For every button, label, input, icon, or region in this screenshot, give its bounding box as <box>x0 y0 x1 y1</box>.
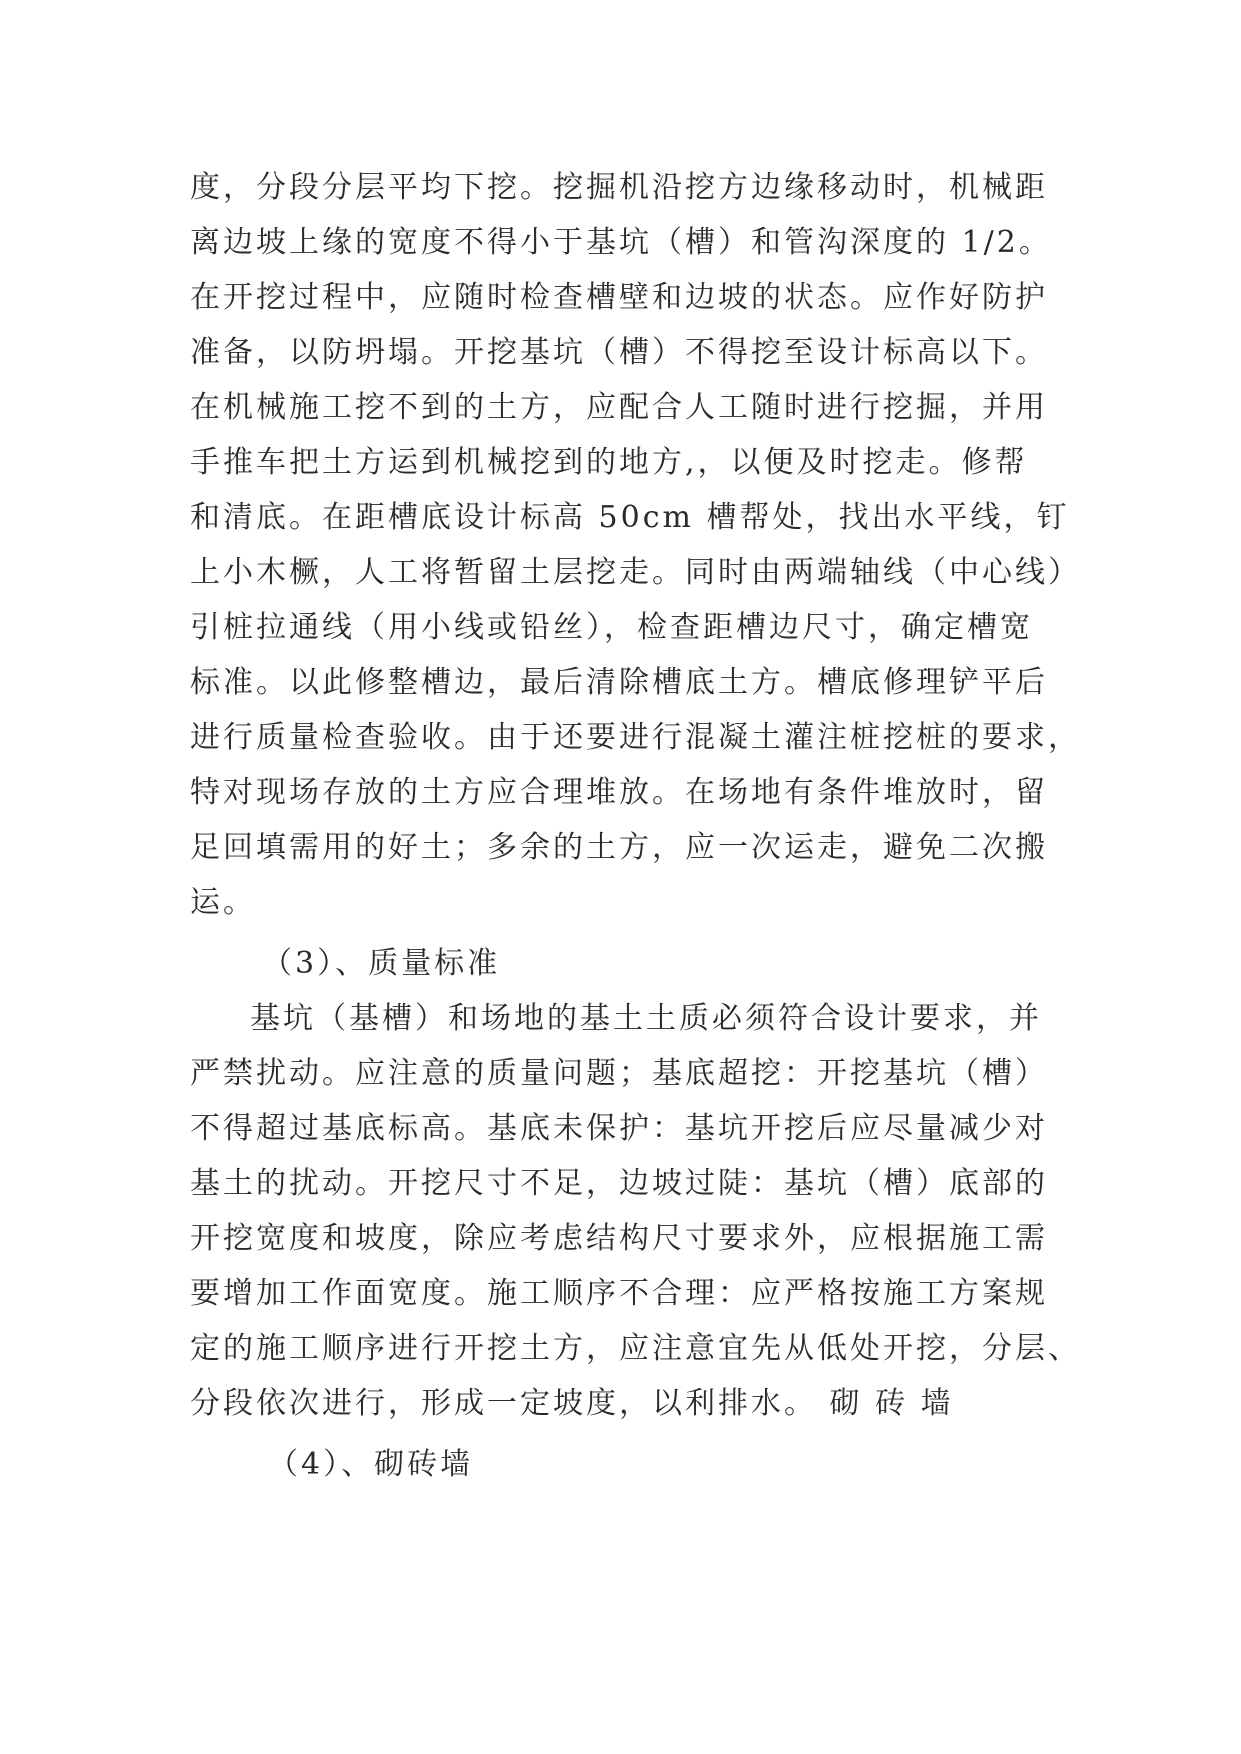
text-line: 严禁扰动。应注意的质量问题；基底超挖：开挖基坑（槽） <box>190 1056 1048 1091</box>
text-line: 足回填需用的好土；多余的土方，应一次运走，避免二次搬 <box>190 830 1048 865</box>
section-heading-brick-wall: （4）、砌砖墙 <box>268 1447 474 1482</box>
text-line: 在机械施工挖不到的土方，应配合人工随时进行挖掘，并用 <box>190 390 1048 425</box>
paragraph-quality-standard <box>190 991 1081 1431</box>
text-line: 准备，以防坍塌。开挖基坑（槽）不得挖至设计标高以下。 <box>190 335 1048 370</box>
text-line: 定的施工顺序进行开挖土方，应注意宜先从低处开挖，分层、 <box>190 1331 1081 1366</box>
text-line: 手推车把土方运到机械挖到的地方,，以便及时挖走。修帮 <box>190 445 1028 480</box>
text-line: 引桩拉通线（用小线或铅丝），检查距槽边尺寸，确定槽宽 <box>190 610 1033 645</box>
text-line: 在开挖过程中，应随时检查槽壁和边坡的状态。应作好防护 <box>190 280 1048 315</box>
text-line: 基土的扰动。开挖尺寸不足，边坡过陡：基坑（槽）底部的 <box>190 1166 1048 1201</box>
text-line: 度，分段分层平均下挖。挖掘机沿挖方边缘移动时，机械距 <box>190 170 1048 205</box>
document-body <box>190 160 1081 1492</box>
text-line: 进行质量检查验收。由于还要进行混凝土灌注桩挖桩的要求， <box>190 720 1081 755</box>
text-line: 基坑（基槽）和场地的基土土质必须符合设计要求，并 <box>250 1001 1042 1036</box>
text-line: 开挖宽度和坡度，除应考虑结构尺寸要求外，应根据施工需 <box>190 1221 1048 1256</box>
text-line: 分段依次进行，形成一定坡度，以利排水。 砌 砖 墙 <box>190 1386 954 1421</box>
text-line: 不得超过基底标高。基底未保护：基坑开挖后应尽量减少对 <box>190 1111 1048 1146</box>
text-line: 上小木橛，人工将暂留土层挖走。同时由两端轴线（中心线） <box>190 555 1081 590</box>
text-line: 标准。以此修整槽边，最后清除槽底土方。槽底修理铲平后 <box>190 665 1048 700</box>
text-line: 离边坡上缘的宽度不得小于基坑（槽）和管沟深度的 1/2。 <box>190 225 1052 260</box>
text-line: 和清底。在距槽底设计标高 50cm 槽帮处，找出水平线，钉 <box>190 500 1070 535</box>
text-line: 运。 <box>190 885 256 920</box>
paragraph-earthwork-excavation <box>190 160 1081 930</box>
text-line: 特对现场存放的土方应合理堆放。在场地有条件堆放时，留 <box>190 775 1048 810</box>
section-heading-quality-standard: （3）、质量标准 <box>262 946 501 981</box>
text-line: 要增加工作面宽度。施工顺序不合理：应严格按施工方案规 <box>190 1276 1048 1311</box>
